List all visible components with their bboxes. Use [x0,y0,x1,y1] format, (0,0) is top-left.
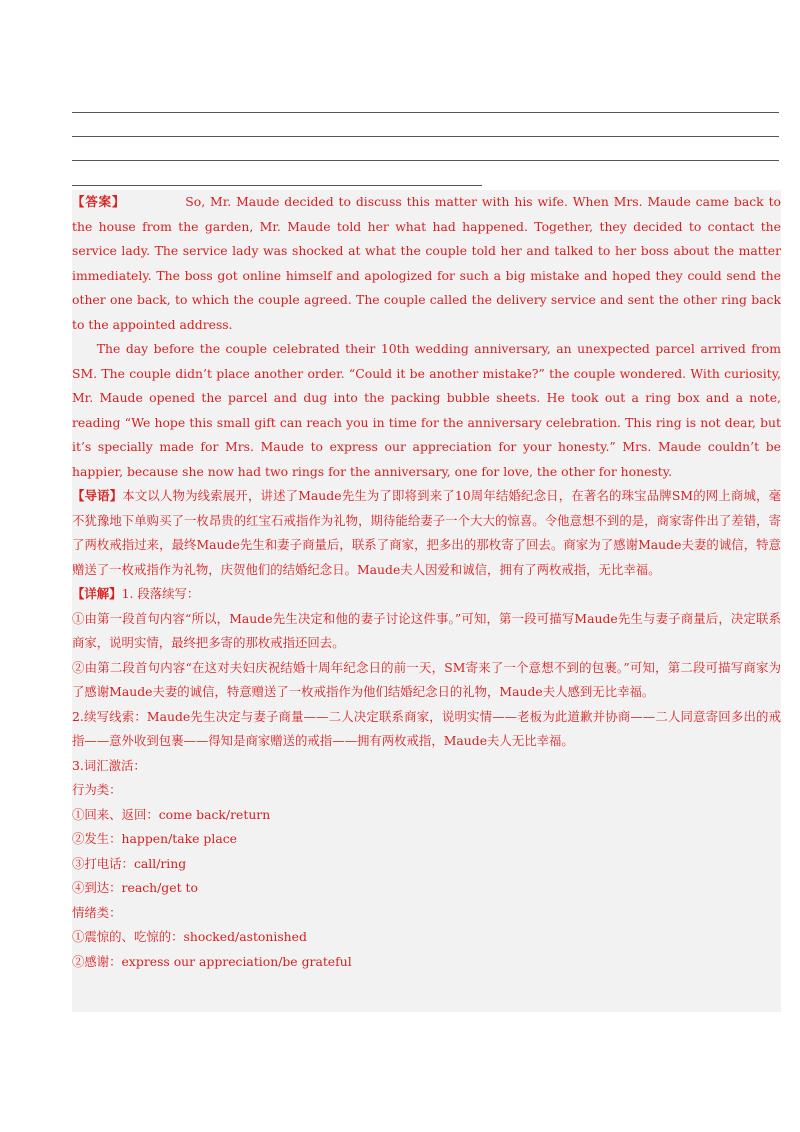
continuation-paragraph-1 [72,190,781,337]
answer-line-2 [72,136,779,137]
answer-line-3 [72,160,779,161]
detail-heading [72,582,781,607]
point-1-a: ①由第一段首句内容“所以，Maude先生决定和他的妻子讨论这件事。”可知，第一段可描写Maude先生与妻子商量后，决定联系商家，说明实情，最终把多寄的那枚戒指还回去。 [72,610,781,650]
guide-tag: 【导语】 [72,488,123,503]
behavior-title: 行为类： [72,782,122,797]
answer-line-4 [72,185,482,186]
emotion-item: ②感谢：express our appreciation/be grateful [72,953,352,969]
behavior-item: ①回来、返回：come back/return [72,806,271,822]
answer-section [72,190,781,1012]
continuation-paragraph-2: The day before the couple celebrated their 10th wedding anniversary, an unexpected parcel arrived from SM. The couple didn’t place another order. “Could it be another mistake?” the couple wondered. With curiosity, Mr. Maude opened the parcel and dug into the packing bubble sheets. He took out a ring box and a note, reading “We hope this small gift can reach you in time for the anniversary celebration. This ring is not dear, but it’s specially made for Mrs. Maude to express our appreciation for your honesty.” Mrs. Maude couldn’t be happier, because she now had two rings for the anniversary, one for love, the other for honesty. [72,341,781,479]
paragraph-1-text: So, Mr. Maude decided to discuss this matter with his wife. When Mrs. Maude came back to the house from the garden, Mr. Maude told her what had happened. Together, they decided to contact the service lady. The service lady was shocked at what the couple told her and talked to her boss about the matter immediately. The boss got online himself and apologized for such a big mistake and hoped they could send the other one back, to which the couple agreed. The couple called the delivery service and sent the other ring back to the appointed address. [72,194,781,332]
answer-line-1 [72,112,779,113]
point-2: 2.续写线索：Maude先生决定与妻子商量——二人决定联系商家，说明实情——老板为此道歉并协商——二人同意寄回多出的戒指——意外收到包裹——得知是商家赠送的戒指——拥有两枚戒指，Maude夫人无比幸福。 [72,708,781,748]
emotion-title: 情绪类： [72,904,122,920]
behavior-item: ②发生：happen/take place [72,831,237,846]
answer-tag: 【答案】 [72,194,126,209]
guide-text: 本文以人物为线索展开，讲述了Maude先生为了即将到来了10周年结婚纪念日，在著名的珠宝品牌SM的网上商城，毫不犹豫地下单购买了一枚昂贵的红宝石戒指作为礼物，期待能给妻子一个大大的惊喜。令他意想不到的是，商家寄件出了差错，寄了两枚戒指过来，最终Maude先生和妻子商量后，联系了商家，把多出的那枚寄了回去。商家为了感谢Maude夫妻的诚信，特意赠送了一枚戒指作为礼物，庆贺他们的结婚纪念日。Maude夫人因爱和诚信，拥有了两枚戒指，无比幸福。 [72,488,781,577]
point-1-b: ②由第二段首句内容“在这对夫妇庆祝结婚十周年纪念日的前一天，SM寄来了一个意想不到的包裹。”可知，第二段可描写商家为了感谢Maude夫妻的诚信，特意赠送了一枚戒指作为他们结婚纪念日的礼物，Maude夫人感到无比幸福。 [72,659,781,699]
behavior-item: ④到达：reach/get to [72,880,198,895]
detail-tag: 【详解】 [72,586,122,601]
guide-paragraph [72,484,781,582]
point-1-title: 1. 段落续写： [121,586,200,601]
emotion-item: ①震惊的、吃惊的：shocked/astonished [72,929,307,944]
point-3-title: 3.词汇激活： [72,757,146,773]
behavior-item: ③打电话：call/ring [72,855,187,871]
